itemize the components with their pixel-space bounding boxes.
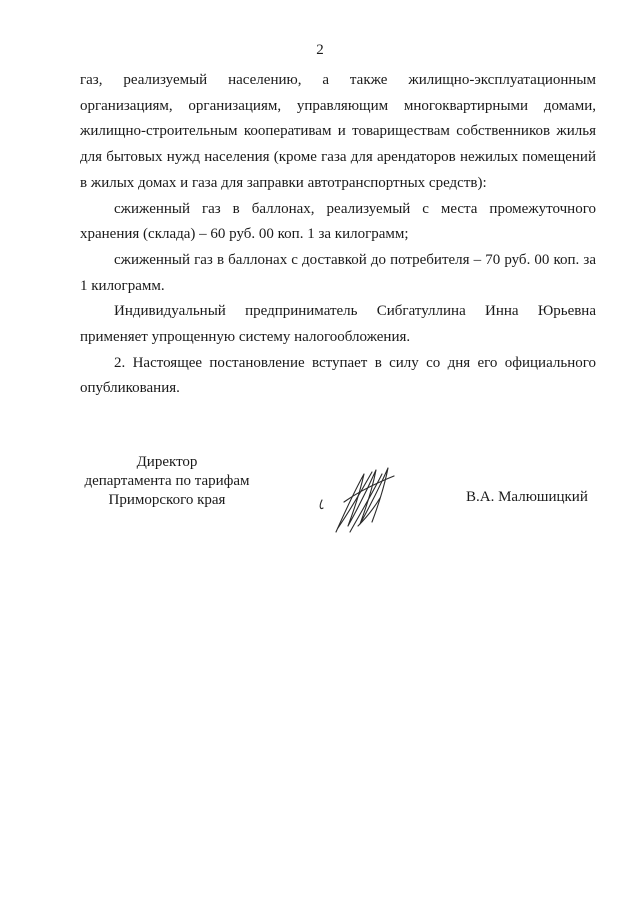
signatory-name: В.А. Малюшицкий [466, 489, 588, 505]
paragraph-price-warehouse: сжиженный газ в баллонах, реализуемый с места промежуточного хранения (склада) – 60 руб. 00 коп. 1 за килограмм; [80, 200, 596, 243]
paragraph-tax-system: Индивидуальный предприниматель Сибгатуллина Инна Юрьевна применяет упрощенную систему налогообложения. [80, 303, 596, 346]
signatory-title-line-1: Директор [136, 454, 198, 470]
paragraph-price-delivery: сжиженный газ в баллонах с доставкой до потребителя – 70 руб. 00 коп. за 1 килограмм. [80, 251, 596, 294]
paragraph-gas-recipients: газ, реализуемый населению, а также жилищно-эксплуатационным организациям, организациям, управляющим многоквартирными домами, жилищно-строительным кооперативам и товариществам собственников жилья для бытовых нужд населения (кроме газа для арендаторов нежилых помещений в жилых домах и газа для заправки автотранспортных средств): [80, 72, 596, 191]
paragraph-effective-date: 2. Настоящее постановление вступает в силу со дня его официального опубликования. [80, 354, 596, 397]
signatory-title-line-3: Приморского края [108, 492, 226, 508]
signatory-title-line-2: департамента по тарифам [84, 473, 250, 489]
signatory-title [62, 453, 272, 510]
document-body [80, 68, 596, 402]
handwritten-signature [314, 462, 410, 540]
page-number: 2 [316, 42, 324, 58]
